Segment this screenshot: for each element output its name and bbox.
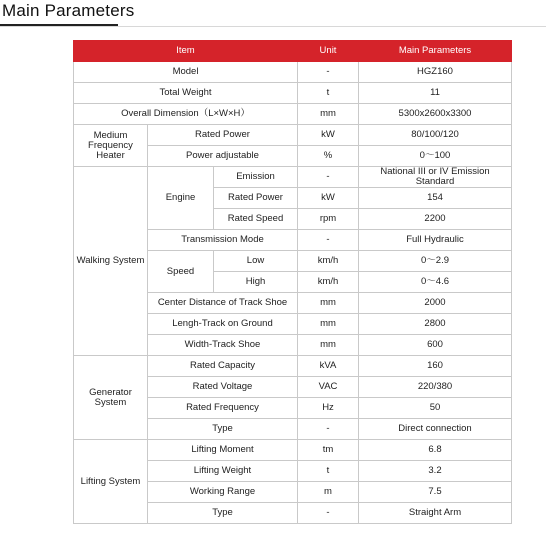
parameters-table — [73, 40, 512, 524]
row-value: 2000 — [359, 293, 512, 314]
group-label-generator: Generator System — [74, 356, 148, 440]
row-label: Center Distance of Track Shoe — [148, 293, 298, 314]
row-unit: t — [298, 461, 359, 482]
row-label: Lifting Moment — [148, 440, 298, 461]
row-unit: - — [298, 62, 359, 83]
row-value: 0～100 — [359, 146, 512, 167]
row-value: 7.5 — [359, 482, 512, 503]
row-value: 50 — [359, 398, 512, 419]
row-unit: mm — [298, 314, 359, 335]
row-value: 0～4.6 — [359, 272, 512, 293]
row-label: Lifting Weight — [148, 461, 298, 482]
row-label: Total Weight — [74, 83, 298, 104]
page-title: Main Parameters — [2, 1, 135, 20]
row-value: 160 — [359, 356, 512, 377]
row-label: Working Range — [148, 482, 298, 503]
column-header-item: Item — [74, 41, 298, 62]
row-unit: km/h — [298, 272, 359, 293]
row-unit: km/h — [298, 251, 359, 272]
row-label: Lengh-Track on Ground — [148, 314, 298, 335]
row-value: Direct connection — [359, 419, 512, 440]
table-row — [74, 440, 512, 461]
group-label-lifting: Lifting System — [74, 440, 148, 524]
row-value: 5300x2600x3300 — [359, 104, 512, 125]
row-label: Model — [74, 62, 298, 83]
row-unit: t — [298, 83, 359, 104]
column-header-unit: Unit — [298, 41, 359, 62]
row-label: High — [214, 272, 298, 293]
group-label-heater: Medium Frequency Heater — [74, 125, 148, 167]
row-label: Type — [148, 419, 298, 440]
subgroup-label-engine: Engine — [148, 167, 214, 230]
row-value: 11 — [359, 83, 512, 104]
row-value: 3.2 — [359, 461, 512, 482]
row-label: Rated Voltage — [148, 377, 298, 398]
row-label: Power adjustable — [148, 146, 298, 167]
row-value: 600 — [359, 335, 512, 356]
header-divider — [0, 26, 546, 27]
row-unit: kVA — [298, 356, 359, 377]
row-value: 2200 — [359, 209, 512, 230]
row-unit: - — [298, 167, 359, 188]
row-unit: mm — [298, 293, 359, 314]
row-unit: kW — [298, 188, 359, 209]
row-value: 0～2.9 — [359, 251, 512, 272]
row-unit: VAC — [298, 377, 359, 398]
row-unit: mm — [298, 335, 359, 356]
row-value: 6.8 — [359, 440, 512, 461]
table-header-row — [74, 41, 512, 62]
row-label: Type — [148, 503, 298, 524]
row-label: Width-Track Shoe — [148, 335, 298, 356]
row-value: 154 — [359, 188, 512, 209]
table-row — [74, 62, 512, 83]
row-value: Full Hydraulic — [359, 230, 512, 251]
row-label: Overall Dimension（L×W×H） — [74, 104, 298, 125]
column-header-value: Main Parameters — [359, 41, 512, 62]
row-unit: - — [298, 503, 359, 524]
row-label: Emission — [214, 167, 298, 188]
row-unit: m — [298, 482, 359, 503]
table-row — [74, 104, 512, 125]
row-value: Straight Arm — [359, 503, 512, 524]
table-row — [74, 167, 512, 188]
row-label: Rated Power — [214, 188, 298, 209]
row-label: Low — [214, 251, 298, 272]
row-unit: mm — [298, 104, 359, 125]
row-label: Transmission Mode — [148, 230, 298, 251]
table-row — [74, 125, 512, 146]
table-row — [74, 83, 512, 104]
subgroup-label-speed: Speed — [148, 251, 214, 293]
row-unit: Hz — [298, 398, 359, 419]
row-value: 220/380 — [359, 377, 512, 398]
row-unit: - — [298, 230, 359, 251]
row-label: Rated Speed — [214, 209, 298, 230]
group-label-walking: Walking System — [74, 167, 148, 356]
row-unit: - — [298, 419, 359, 440]
row-label: Rated Capacity — [148, 356, 298, 377]
row-value: National III or IV Emission Standard — [359, 167, 512, 188]
row-unit: rpm — [298, 209, 359, 230]
row-value: HGZ160 — [359, 62, 512, 83]
row-unit: kW — [298, 125, 359, 146]
row-label: Rated Power — [148, 125, 298, 146]
row-value: 80/100/120 — [359, 125, 512, 146]
row-unit: % — [298, 146, 359, 167]
table-row — [74, 356, 512, 377]
row-unit: tm — [298, 440, 359, 461]
row-value: 2800 — [359, 314, 512, 335]
row-label: Rated Frequency — [148, 398, 298, 419]
